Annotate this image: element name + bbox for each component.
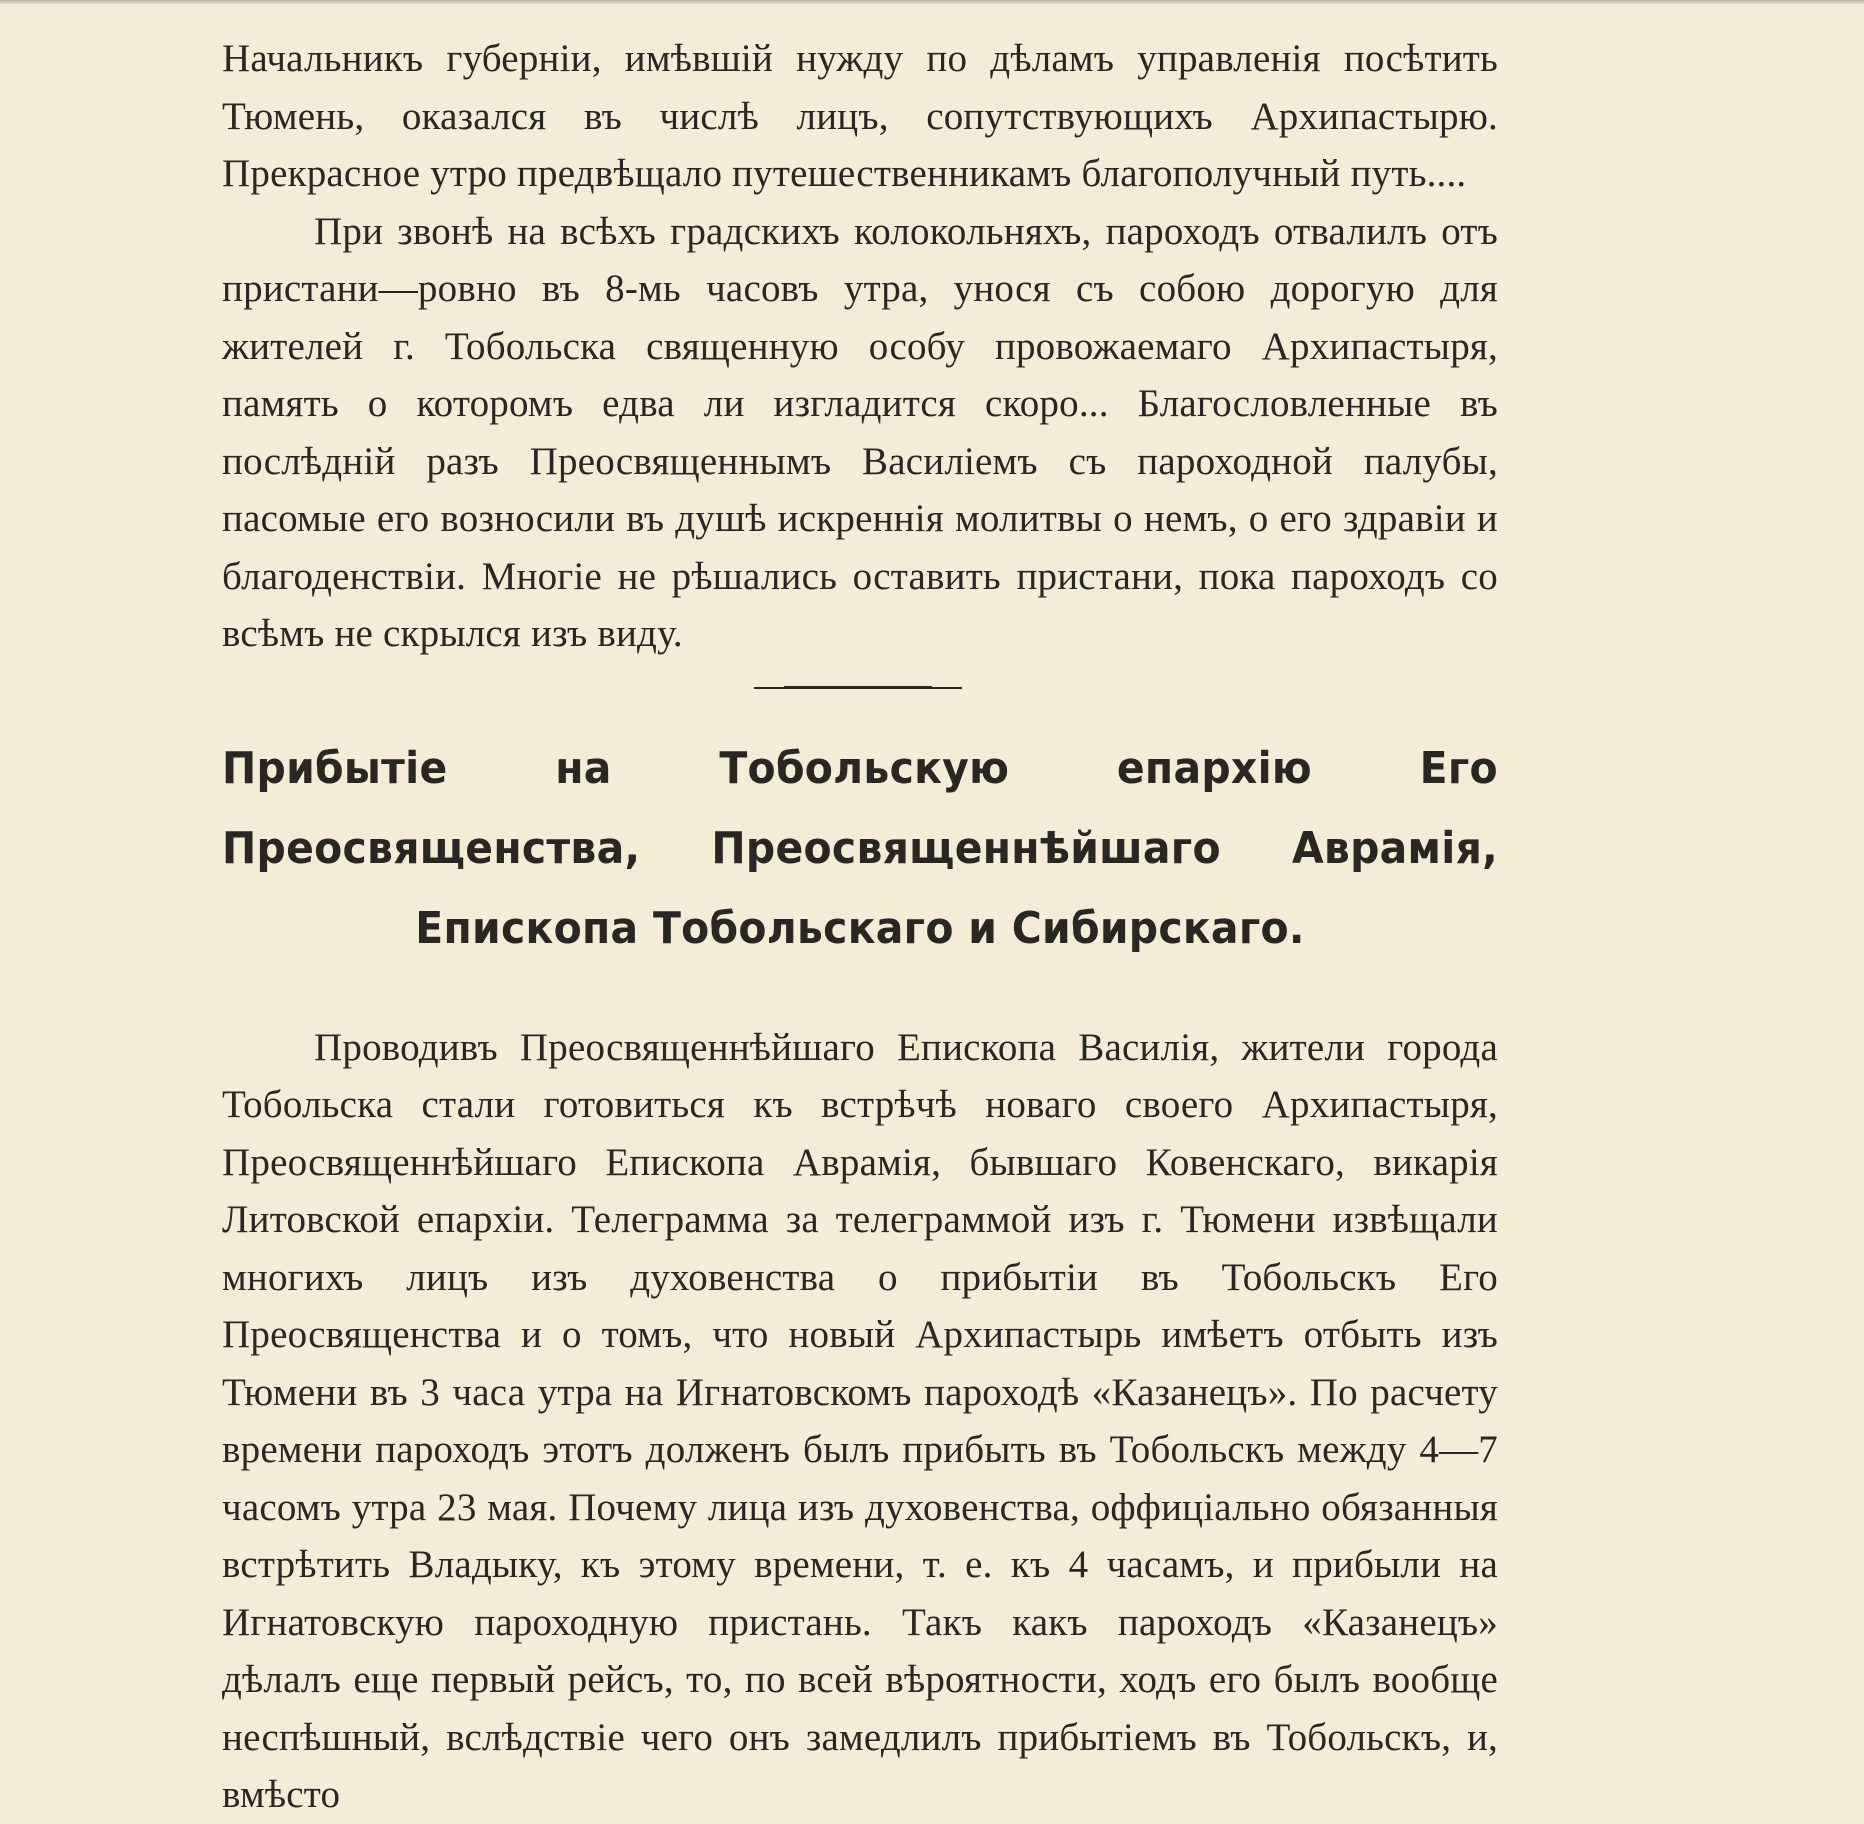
heading-spacer — [222, 969, 1498, 1019]
section-divider — [222, 663, 1498, 729]
window-top-edge — [0, 0, 1864, 4]
paragraph-departure: При звонѣ на всѣхъ градскихъ колокольняхъ, пароходъ отвалилъ отъ пристани—ровно въ 8-мь часовъ утра, унося съ собою дорогую для жителей г. Тобольска священную особу провожаемаго Архипастыря, память о которомъ едва ли изгладится скоро... Благословленные въ послѣдній разъ Преосвященнымъ Василіемъ съ пароходной палубы, пасомые его возносили въ душѣ искреннія молитвы о немъ, о его здравіи и благоденствіи. Многіе не рѣшались оставить пристани, пока пароходъ со всѣмъ не скрылся изъ виду. — [222, 209, 1498, 655]
paragraph-governor: Начальникъ губерніи, имѣвшій нужду по дѣламъ управленія посѣтить Тюмень, оказался въ числѣ лицъ, сопутствующихъ Архипастырю. Прекрасное утро предвѣщало путешественникамъ благополучный путь.... — [222, 37, 1498, 195]
paragraph-arrival: Проводивъ Преосвященнѣйшаго Епископа Василія, жители города Тобольска стали готовиться къ встрѣчѣ новаго своего Архипастыря, Преосвященнѣйшаго Епископа Аврамія, бывшаго Ковенскаго, викарія Литовской епархіи. Телеграмма за телеграммой изъ г. Тюмени извѣщали многихъ лицъ изъ духовенства о прибытіи въ Тобольскъ Его Преосвященства и о томъ, что новый Архипастырь имѣетъ отбыть изъ Тюмени въ 3 часа утра на Игнатовскомъ пароходѣ «Казанецъ». По расчету времени пароходъ этотъ долженъ былъ прибыть въ Тобольскъ между 4—7 часомъ утра 23 мая. Почему лица изъ духовенства, оффиціально обязанныя встрѣтить Владыку, къ этому времени, т. е. къ 4 часамъ, и прибыли на Игнатовскую пароходную пристань. Такъ какъ пароходъ «Казанецъ» дѣлалъ еще первый рейсъ, то, по всей вѣроятности, ходъ его былъ вообще неспѣшный, вслѣдствіе чего онъ замедлилъ прибытіемъ въ Тобольскъ, и, вмѣсто — [222, 1025, 1498, 1816]
divider-rule — [754, 687, 962, 689]
section-heading: Прибытіе на Тобольскую епархію Его Преосвященства, Преосвященнѣйшаго Аврамія, Епископа Тобольскаго и Сибирскаго. — [222, 742, 1498, 954]
document-page — [222, 30, 1498, 1824]
